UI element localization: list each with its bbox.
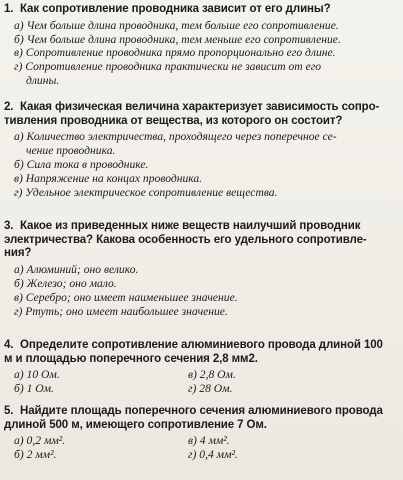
answer-list	[14, 130, 403, 200]
answer-option-v: в) 2,8 Ом.	[188, 368, 236, 382]
answer-grid	[14, 368, 403, 396]
answer-option-a: а) 10 Ом.	[14, 368, 60, 382]
question-text-line1: Какая физическая величина характеризует зависимость сопро-	[20, 101, 380, 113]
question-title	[0, 339, 403, 366]
answer-option-a: а) 0,2 мм².	[14, 434, 66, 448]
question-number: 1.	[4, 3, 14, 15]
answer-option-v: в) Серебро; оно имеет наименьшее значение.	[14, 290, 238, 304]
question-text-line2: тивления проводника от вещества, из которого он состоит?	[4, 114, 343, 127]
answer-option-g: г) Ртуть; оно имеет наибольшее значение.	[14, 304, 228, 318]
question-text-line3: ния?	[4, 247, 32, 260]
answer-option-b: б) Чем больше длина проводника, тем меньше его сопротивление.	[14, 32, 341, 46]
answer-grid	[14, 434, 403, 462]
question-5	[0, 405, 403, 462]
answer-option-g: г) Сопротивление проводника практически не зависит от его	[14, 60, 322, 74]
answer-option-v: в) Напряжение на концах проводника.	[14, 171, 203, 185]
answer-continuation: длины.	[26, 74, 60, 88]
question-text-line1: Определите сопротивление алюминиевого провода длиной 100	[20, 339, 383, 351]
answer-option-a: а) Чем больше длина проводника, тем больше его сопротивление.	[14, 18, 339, 32]
answer-option-g: г) Удельное электрическое сопротивление вещества.	[14, 185, 278, 199]
answer-list	[14, 263, 403, 319]
question-4	[0, 339, 403, 396]
question-text: Как сопротивление проводника зависит от его длины?	[20, 3, 331, 15]
question-number: 4.	[4, 339, 14, 351]
question-number: 3.	[4, 220, 14, 232]
question-title	[0, 405, 403, 432]
answer-option-b: б) 2 мм².	[14, 448, 57, 462]
question-title	[0, 3, 403, 17]
question-1	[0, 3, 403, 88]
answer-list	[14, 19, 403, 89]
answer-option-a: а) Алюминий; оно велико.	[14, 262, 139, 276]
answer-option-a-continued	[14, 144, 403, 158]
question-text-line1: Найдите площадь поперечного сечения алюминиевого провода	[20, 405, 383, 417]
answer-option-g: г) 0,4 мм².	[188, 448, 238, 462]
question-title	[0, 220, 403, 261]
answer-option-g-continued	[14, 74, 403, 88]
question-text-line2: электричества? Какова особенность его удельного сопротивле-	[4, 233, 367, 246]
answer-option-b: б) Сила тока в проводнике.	[14, 158, 149, 171]
question-2	[0, 101, 403, 200]
question-text-line2: длиной 500 м, имеющего сопротивление 7 Ом.	[4, 418, 267, 431]
question-3	[0, 220, 403, 318]
answer-continuation: чение проводника.	[26, 144, 116, 158]
answer-option-b: б) 1 Ом.	[14, 382, 54, 396]
answer-option-a: а) Количество электричества, проходящего через поперечное се-	[14, 130, 337, 144]
question-title	[0, 101, 403, 128]
question-number: 2.	[4, 101, 14, 113]
question-text-line2: м и площадью поперечного сечения 2,8 мм2.	[4, 352, 258, 365]
answer-option-v: в) Сопротивление проводника прямо пропорционально его длине.	[14, 46, 336, 60]
answer-option-b: б) Железо; оно мало.	[14, 276, 117, 290]
question-number: 5.	[4, 405, 14, 417]
question-text-line1: Какое из приведенных ниже веществ наилучший проводник	[20, 220, 361, 232]
answer-option-g: г) 28 Ом.	[188, 382, 233, 396]
answer-option-v: в) 4 мм².	[188, 434, 230, 448]
